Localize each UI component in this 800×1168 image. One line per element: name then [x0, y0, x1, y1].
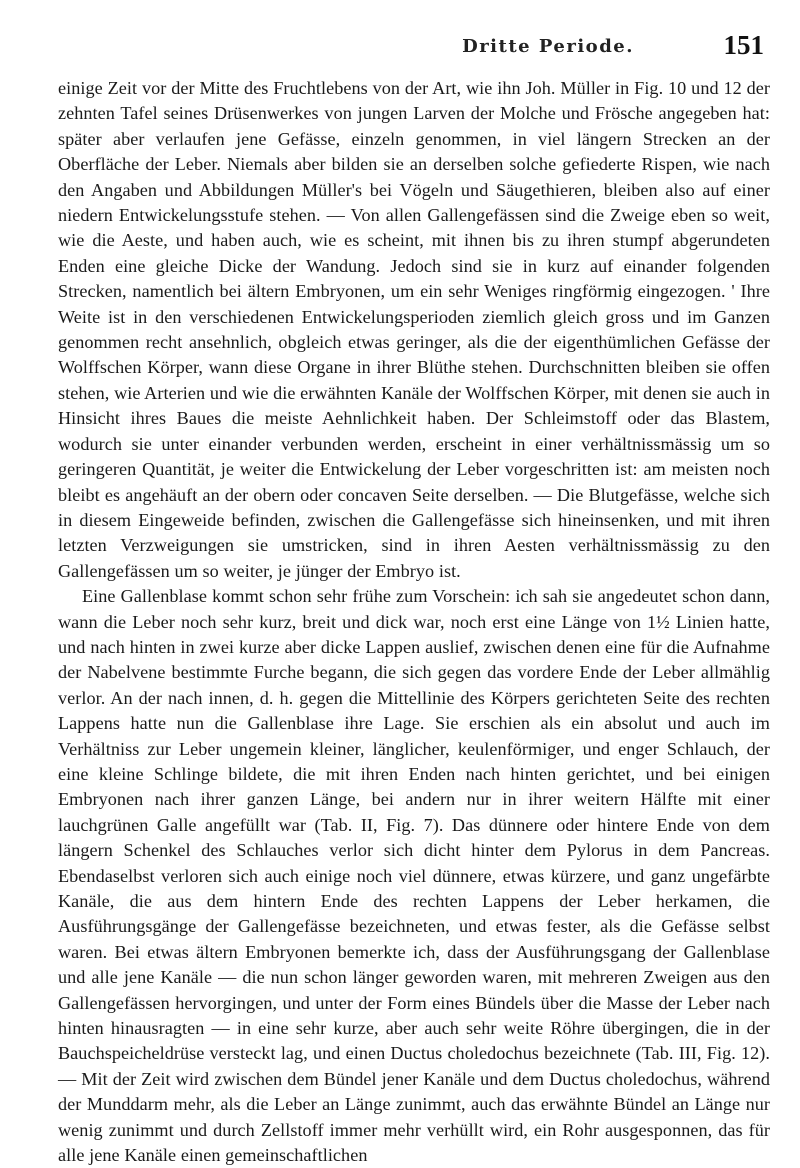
- paragraph-1: einige Zeit vor der Mitte des Fruchtlebens von der Art, wie ihn Joh. Müller in Fig. 10 und 12 der zehnten Tafel seines Drüsenwerkes von jungen Larven der Molche und Frösche angegeben hat: später aber verlaufen jene Gefässe, einzeln genommen, in viel längern Strecken an der Oberfläche der Leber. Niemals aber bilden sie an derselben solche gefiederte Rispen, wie nach den Angaben und Abbildungen Müller's bei Vögeln und Säugethieren, bleiben also auf einer niedern Entwickelungsstufe stehen. — Von allen Gallengefässen sind die Zweige eben so weit, wie die Aeste, und haben auch, wie es scheint, mit ihnen bis zu ihren stumpf abgerundeten Enden eine gleiche Dicke der Wandung. Jedoch sind sie in kurz auf einander folgenden Strecken, namentlich bei ältern Embryonen, um ein sehr Weniges ringförmig eingezogen. ' Ihre Weite ist in den verschiedenen Entwickelungsperioden ziemlich gleich gross und im Ganzen genommen recht ansehnlich, obgleich etwas geringer, als die der eigenthümlichen Gefässe der Wolffschen Körper, wann diese Organe in ihrer Blüthe stehen. Durchschnitten bleiben sie offen stehen, wie Arterien und wie die erwähnten Kanäle der Wolffschen Körper, mit denen sie auch in Hinsicht ihres Baues die meiste Aehnlichkeit haben. Der Schleimstoff oder das Blastem, wodurch sie unter einander verbunden werden, erscheint in einer verhältnissmässig um so geringeren Quantität, je weiter die Entwickelung der Leber vorgeschritten ist: am meisten noch bleibt es angehäuft an der obern oder concaven Seite derselben. — Die Blutgefässe, welche sich in diesem Eingeweide befinden, zwischen die Gallengefässe sich hineinsenken, und mit ihren letzten Verzweigungen sie umstricken, sind in ihren Aesten verhältnissmässig zu den Gallengefässen um so weiter, je jünger der Embryo ist.: [58, 78, 770, 581]
- body-text: [58, 76, 770, 1166]
- paragraph-2: Eine Gallenblase kommt schon sehr frühe zum Vorschein: ich sah sie angedeutet schon dann, wann die Leber noch sehr kurz, breit und dick war, noch erst eine Länge von 1½ Linien hatte, und nach hinten in zwei kurze aber dicke Lappen auslief, zwischen denen eine für die Aufnahme der Nabelvene bestimmte Furche begann, die sich gegen das vordere Ende der Leber allmählig verlor. An der nach innen, d. h. gegen die Mittellinie des Körpers gerichteten Seite des rechten Lappens hatte nun die Gallenblase ihre Lage. Sie erschien als ein absolut und auch im Verhältniss zur Leber ungemein kleiner, länglicher, keulenförmiger, und enger Schlauch, der eine kleine Schlinge bildete, die mit ihren Enden nach hinten gerichtet, und bei einigen Embryonen nach ihrer ganzen Länge, bei andern nur in ihrer weitern Hälfte mit einer lauchgrünen Galle angefüllt war (Tab. II, Fig. 7). Das dünnere oder hintere Ende von dem längern Schenkel des Schlauches verlor sich dicht hinter dem Pylorus in dem Pancreas. Ebendaselbst verloren sich auch einige noch viel dünnere, etwas kürzere, und ganz ungefärbte Kanäle, die aus dem hintern Ende des rechten Lappens der Leber herkamen, die Ausführungsgänge der Gallengefässe bezeichneten, und etwas fester, als die Gefässe selbst waren. Bei etwas ältern Embryonen bemerkte ich, dass der Ausführungsgang der Gallenblase und alle jene Kanäle — die nun schon länger geworden waren, mit mehreren Zweigen aus den Gallengefässen hervorgingen, und unter der Form eines Bündels über die Masse der Leber nach hinten hinausragten — in eine sehr kurze, aber auch sehr weite Röhre übergingen, die in der Bauchspeicheldrüse versteckt lag, und einen Ductus choledochus bezeichnete (Tab. III, Fig. 12). — Mit der Zeit wird zwischen dem Bündel jener Kanäle und dem Ductus choledochus, während der Munddarm mehr, als die Leber an Länge zunimmt, auch das erwähnte Bündel an Länge nur wenig zunimmt und durch Zellstoff immer mehr verhüllt wird, ein Rohr ausgesponnen, das für alle jene Kanäle einen gemeinschaftlichen: [58, 586, 770, 1166]
- running-head: [40, 26, 764, 66]
- running-title: Dritte Periode.: [462, 36, 634, 57]
- page-number: 151: [723, 30, 764, 60]
